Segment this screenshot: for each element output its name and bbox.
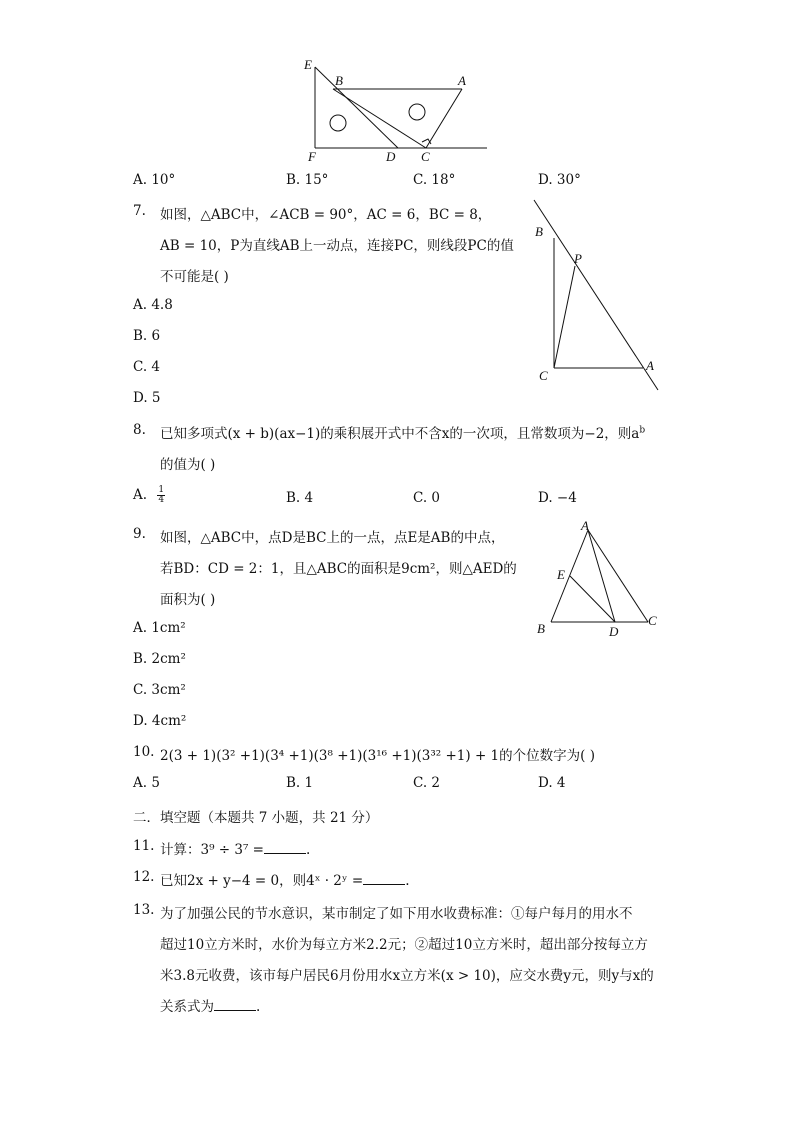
label-F: F bbox=[308, 149, 316, 164]
q6-option-c: C. 18° bbox=[413, 172, 456, 188]
label-B: B bbox=[335, 73, 343, 88]
q11-number: 11. bbox=[133, 838, 155, 854]
q7-option-b: B. 6 bbox=[133, 328, 161, 344]
q10-option-b: B. 1 bbox=[286, 775, 314, 791]
label-B: B bbox=[535, 224, 543, 239]
q13-line-4 bbox=[160, 995, 260, 1015]
section-2-title: 二．填空题（本题共 7 小题，共 21 分） bbox=[133, 810, 379, 826]
q9-option-a: A. 1cm² bbox=[133, 620, 186, 636]
q9-figure bbox=[533, 518, 663, 640]
q11-text: 计算：3⁹ ÷ 3⁷ = bbox=[160, 842, 264, 858]
label-P: P bbox=[574, 251, 582, 266]
label-C: C bbox=[648, 613, 657, 628]
q8-line-2: 的值为( ) bbox=[160, 457, 216, 473]
q8-number: 8. bbox=[133, 422, 146, 438]
q11-line bbox=[160, 838, 310, 858]
q7-option-a: A. 4.8 bbox=[133, 297, 173, 313]
q7-option-d: D. 5 bbox=[133, 390, 161, 406]
label-C: C bbox=[421, 149, 430, 164]
q8-option-a bbox=[133, 486, 165, 505]
q9-option-b: B. 2cm² bbox=[133, 651, 186, 667]
q12-answer-blank bbox=[363, 872, 405, 885]
q8-line-1 bbox=[160, 422, 645, 442]
q8-line-1-text: 已知多项式(x + b)(ax−1)的乘积展开式中不含x的一次项，且常数项为−2，则a bbox=[160, 426, 640, 442]
q8-option-a-prefix: A. bbox=[133, 487, 148, 503]
label-B: B bbox=[537, 621, 545, 636]
q6-option-a: A. 10° bbox=[133, 172, 176, 188]
q7-option-c: C. 4 bbox=[133, 359, 161, 375]
label-A: A bbox=[458, 73, 466, 88]
q7-line-3: 不可能是( ) bbox=[160, 269, 229, 285]
q9-line-1: 如图，△ABC中，点D是BC上的一点，点E是AB的中点， bbox=[160, 530, 505, 546]
label-D: D bbox=[386, 149, 396, 164]
q9-number: 9. bbox=[133, 526, 146, 542]
label-D: D bbox=[609, 624, 619, 639]
label-C: C bbox=[539, 368, 548, 383]
q10-option-c: C. 2 bbox=[413, 775, 441, 791]
q12-line bbox=[160, 869, 410, 889]
q8-option-b: B. 4 bbox=[286, 490, 314, 506]
q13-line-2: 超过10立方米时，水价为每立方米2.2元；②超过10立方米时，超出部分按每立方 bbox=[160, 937, 648, 953]
q6-figure bbox=[300, 55, 500, 167]
q8-option-c: C. 0 bbox=[413, 490, 441, 506]
q13-line-4-text: 关系式为 bbox=[160, 999, 214, 1015]
q8-exponent: b bbox=[639, 425, 646, 436]
label-A: A bbox=[581, 518, 589, 533]
q10-option-a: A. 5 bbox=[133, 775, 160, 791]
q13-number: 13. bbox=[133, 902, 155, 918]
q12-text: 已知2x + y−4 = 0，则4ˣ · 2ʸ = bbox=[160, 873, 364, 889]
q7-figure bbox=[530, 198, 665, 393]
q11-end: . bbox=[306, 842, 311, 858]
q11-answer-blank bbox=[264, 841, 306, 854]
label-E: E bbox=[304, 57, 312, 72]
q9-line-3: 面积为( ) bbox=[160, 592, 216, 608]
q13-answer-blank bbox=[214, 998, 256, 1011]
q13-end: . bbox=[256, 999, 261, 1015]
q8-option-d: D. −4 bbox=[538, 490, 577, 506]
q8-option-a-fraction bbox=[157, 486, 165, 505]
q13-line-3: 米3.8元收费，该市每户居民6月份用水x立方米(x > 10)，应交水费y元，则y与x的 bbox=[160, 968, 654, 984]
q10-option-d: D. 4 bbox=[538, 775, 566, 791]
q9-line-2: 若BD：CD = 2：1，且△ABC的面积是9cm²，则△AED的 bbox=[160, 561, 517, 577]
q13-line-1: 为了加强公民的节水意识，某市制定了如下用水收费标准：①每户每月的用水不 bbox=[160, 906, 633, 922]
label-A: A bbox=[646, 358, 654, 373]
q12-end: . bbox=[405, 873, 410, 889]
q7-line-1: 如图，△ABC中，∠ACB = 90°，AC = 6，BC = 8， bbox=[160, 207, 492, 223]
fraction-denominator: 4 bbox=[158, 495, 165, 505]
q9-option-d: D. 4cm² bbox=[133, 713, 187, 729]
q7-line-2: AB = 10，P为直线AB上一动点，连接PC，则线段PC的值 bbox=[160, 238, 514, 254]
q10-number: 10. bbox=[133, 744, 155, 760]
q9-option-c: C. 3cm² bbox=[133, 682, 186, 698]
q7-number: 7. bbox=[133, 203, 146, 219]
q10-text: 2(3 + 1)(3² +1)(3⁴ +1)(3⁸ +1)(3¹⁶ +1)(3³² +1) + 1的个位数字为( ) bbox=[160, 748, 595, 764]
label-E: E bbox=[557, 567, 565, 582]
q6-option-d: D. 30° bbox=[538, 172, 581, 188]
q6-option-b: B. 15° bbox=[286, 172, 329, 188]
q12-number: 12. bbox=[133, 869, 155, 885]
fraction-numerator: 1 bbox=[158, 485, 165, 495]
